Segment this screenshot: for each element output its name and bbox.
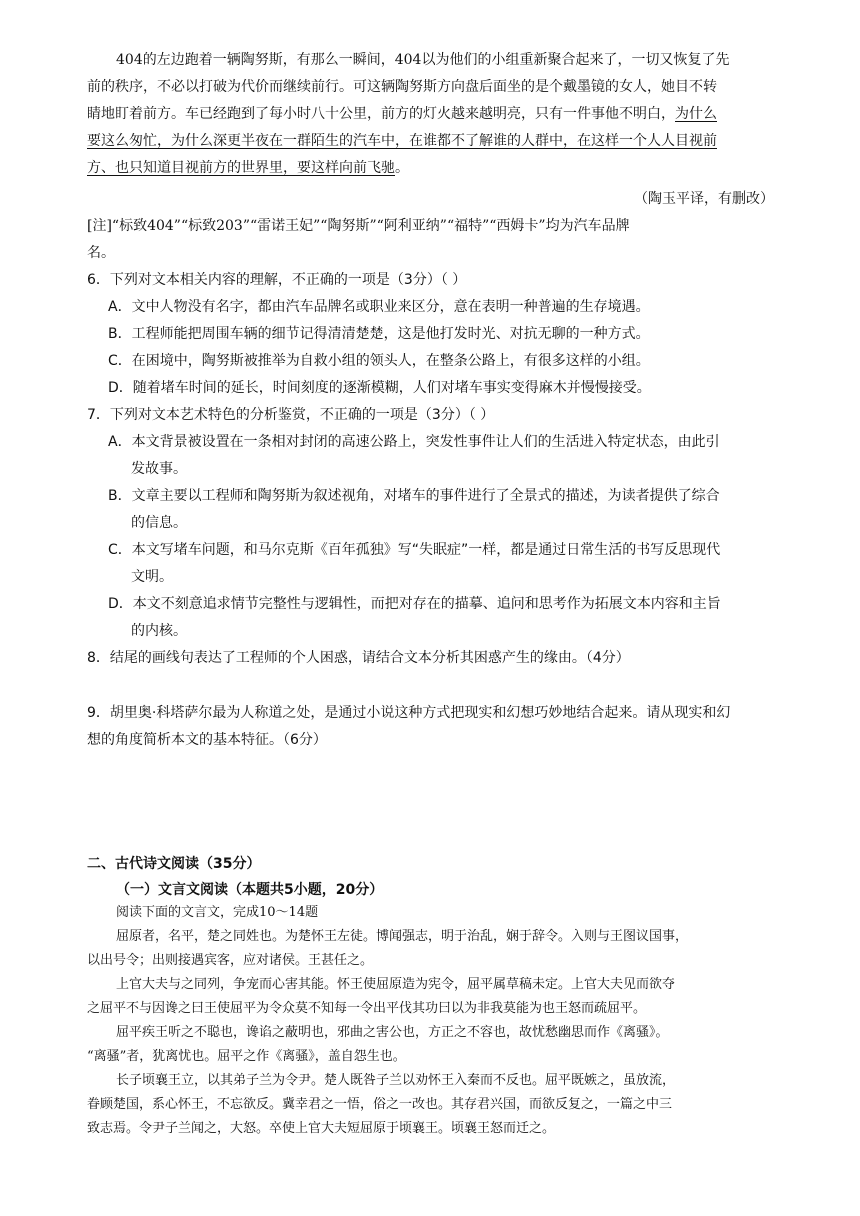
passage-line-1: 404的左边跑着一辆陶努斯，有那么一瞬间，404以为他们的小组重新聚合起来了，一切又恢复了先 <box>116 52 730 68</box>
classical-text-p1-line-2: 以出号令；出则接遇宾客，应对诸侯。王甚任之。 <box>87 953 374 968</box>
classical-text-p2-line-2: 之屈平不与因谗之曰王使屈平为令众莫不知每一令出平伐其功曰以为非我莫能为也王怒而疏屈平。 <box>87 1001 647 1016</box>
section-2-heading: 二、古代诗文阅读（35分） <box>87 856 261 872</box>
passage-line-2: 前的秩序，不必以打破为代价而继续前行。可这辆陶努斯方向盘后面坐的是个戴墨镜的女人，她目不转 <box>87 79 717 95</box>
section-2-instruction: 阅读下面的文言文，完成10～14题 <box>116 905 319 920</box>
translation-source: （陶玉平译，有删改） <box>634 191 774 207</box>
passage-line-3 <box>87 104 717 124</box>
classical-text-p1-line-1: 屈原者，名平，楚之同姓也。为楚怀王左徒。博闻强志，明于治乱，娴于辞令。入则与王图议国事， <box>116 929 689 944</box>
question-6-option-d: D．随着堵车时间的延长，时间刻度的逐渐模糊，人们对堵车事实变得麻木并慢慢接受。 <box>108 380 651 396</box>
passage-line-5 <box>87 158 409 178</box>
note-line-2: 名。 <box>87 245 115 261</box>
question-7-option-b: B．文章主要以工程师和陶努斯为叙述视角，对堵车的事件进行了全景式的描述，为读者提供了综合 <box>108 488 720 504</box>
note-line-1: [注]“标致404”“标致203”“雷诺王妃”“陶努斯”“阿利亚纳”“福特”“西姆卡”均为汽车品牌 <box>87 218 630 234</box>
question-7-option-d: D．本文不刻意追求情节完整性与逻辑性，而把对存在的描摹、追问和思考作为拓展文本内容和主旨 <box>108 596 721 612</box>
classical-text-p2-line-1: 上官大夫与之同列，争宠而心害其能。怀王使屈原造为宪令，屈平属草稿未定。上官大夫见而欲夺 <box>116 977 676 992</box>
question-6-stem: 6．下列对文本相关内容的理解，不正确的一项是（3分）（ ） <box>87 272 467 288</box>
classical-text-p3-line-1: 屈平疾王听之不聪也，谗谄之蔽明也，邪曲之害公也，方正之不容也，故忧愁幽思而作《离骚》。 <box>116 1025 669 1040</box>
question-6-option-a: A．文中人物没有名字，都由汽车品牌名或职业来区分，意在表明一种普遍的生存境遇。 <box>108 299 650 315</box>
classical-text-p4-line-2: 眷顾楚国，系心怀王，不忘欲反。冀幸君之一悟，俗之一改也。其存君兴国，而欲反复之，一篇之中三 <box>87 1097 673 1112</box>
underlined-sentence-end: 方、也只知道目视前方的世界里，要这样向前飞驰 <box>87 160 395 176</box>
question-6-option-b: B．工程师能把周围车辆的细节记得清清楚楚，这是他打发时光、对抗无聊的一种方式。 <box>108 326 650 342</box>
classical-text-p3-line-2: “离骚”者，犹离忧也。屈平之作《离骚》，盖自怨生也。 <box>87 1049 406 1064</box>
underlined-sentence-middle: 要这么匆忙，为什么深更半夜在一群陌生的汽车中，在谁都不了解谁的人群中，在这样一个人人目视前 <box>87 133 717 149</box>
question-7-option-a-cont: 发故事。 <box>131 461 187 477</box>
question-7-stem: 7．下列对文本艺术特色的分析鉴赏，不正确的一项是（3分）（ ） <box>87 407 495 423</box>
question-8: 8．结尾的画线句表达了工程师的个人困惑，请结合文本分析其困惑产生的缘由。（4分） <box>87 650 630 666</box>
question-7-option-d-cont: 的内核。 <box>131 623 187 639</box>
passage-line-3-plain: 睛地盯着前方。车已经跑到了每小时八十公里，前方的灯火越来越明亮，只有一件事他不明白， <box>87 106 675 122</box>
question-7-option-c: C．本文写堵车问题，和马尔克斯《百年孤独》写“失眠症”一样，都是通过日常生活的书写反思现代 <box>108 542 721 558</box>
underlined-sentence-start: 为什么 <box>675 106 717 122</box>
question-7-option-c-cont: 文明。 <box>131 569 173 585</box>
question-6-option-c: C．在困境中，陶努斯被推举为自救小组的领头人，在整条公路上，有很多这样的小组。 <box>108 353 650 369</box>
question-7-option-b-cont: 的信息。 <box>131 515 187 531</box>
question-9-line-2: 想的角度简析本文的基本特征。（6分） <box>87 732 327 748</box>
question-7-option-a: A．本文背景被设置在一条相对封闭的高速公路上，突发性事件让人们的生活进入特定状态，由此引 <box>108 434 720 450</box>
classical-text-p4-line-3: 致志焉。令尹子兰闻之，大怒。卒使上官大夫短屈原于顷襄王。顷襄王怒而迁之。 <box>87 1121 556 1136</box>
section-2-subheading: （一）文言文阅读（本题共5小题，20分） <box>116 882 384 898</box>
classical-text-p4-line-1: 长子顷襄王立，以其弟子兰为令尹。楚人既咎子兰以劝怀王入秦而不反也。屈平既嫉之，虽放流， <box>116 1073 676 1088</box>
passage-line-5-end: 。 <box>395 160 409 176</box>
question-9-line-1: 9．胡里奥·科塔萨尔最为人称道之处，是通过小说这种方式把现实和幻想巧妙地结合起来。请从现实和幻 <box>87 705 731 721</box>
